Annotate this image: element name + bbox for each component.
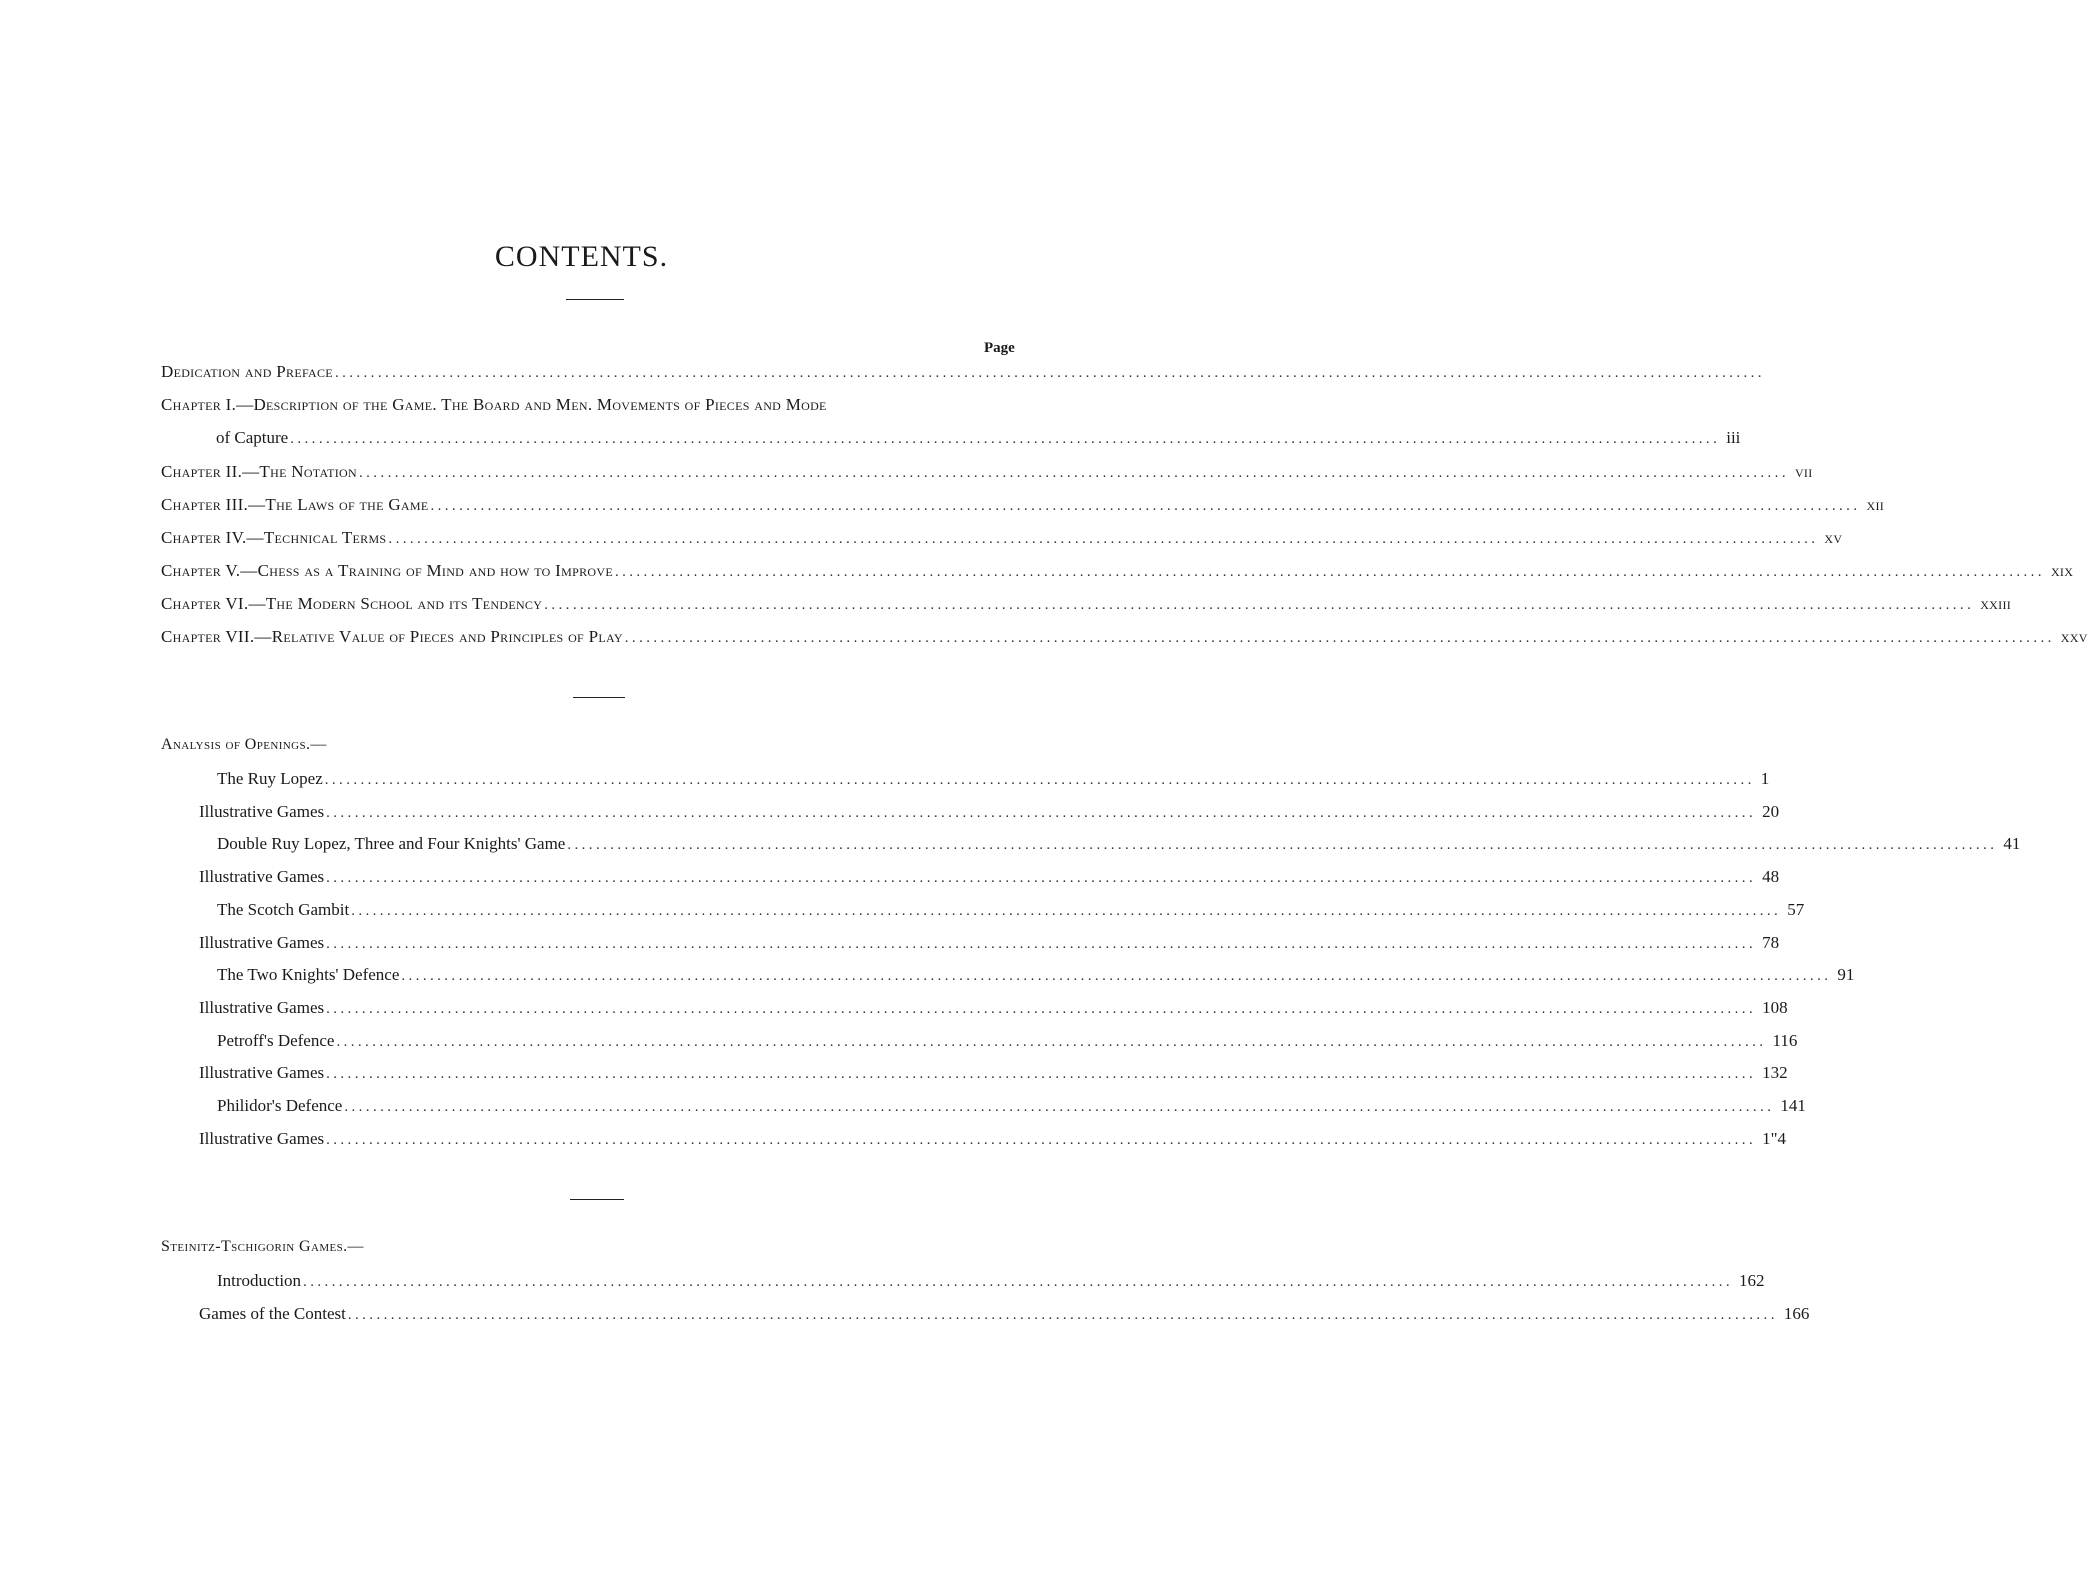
toc-entry-chapter-6	[161, 593, 2012, 616]
toc-entry-page: 132	[1762, 1063, 1788, 1082]
toc-entry-label: Philidor's Defence	[217, 1096, 343, 1115]
section-heading-analysis: Analysis of Openings.—	[161, 736, 327, 753]
dot-leader: ........................................................................................................................................................................................................	[324, 772, 1755, 788]
toc-entry-ruy-lopez	[217, 768, 1770, 791]
dot-leader: ........................................................................................................................................................................................................	[347, 1307, 1778, 1323]
toc-entry-page: 116	[1772, 1031, 1798, 1050]
toc-entry-chapter-1-line-1: Chapter I.—Description of the Game. The Board and Men. Movements of Pieces and Mode	[161, 395, 827, 414]
toc-entry-label: Chapter VI.—The Modern School and its Tendency	[161, 594, 543, 613]
dot-leader: ........................................................................................................................................................................................................	[326, 1132, 1757, 1148]
toc-entry-chapter-1	[216, 427, 1741, 450]
page-column-label: Page	[984, 340, 1015, 356]
toc-entry-page: 91	[1837, 965, 1855, 984]
toc-entry-two-knights-defence	[217, 964, 1855, 987]
dot-leader: ........................................................................................................................................................................................................	[624, 630, 2055, 646]
toc-entry-label: Illustrative Games	[199, 933, 325, 952]
toc-entry-label: The Scotch Gambit	[217, 900, 350, 919]
toc-entry-page: 57	[1787, 900, 1805, 919]
toc-entry-page: xix	[2050, 561, 2074, 580]
dot-leader: ........................................................................................................................................................................................................	[430, 498, 1861, 514]
toc-entry-page: 78	[1762, 933, 1780, 952]
toc-entry-page: 1"4	[1762, 1129, 1787, 1148]
toc-entry-page: 141	[1780, 1096, 1806, 1115]
toc-entry-page: 108	[1762, 998, 1788, 1017]
toc-entry-illustrative-games	[199, 997, 1788, 1020]
toc-entry-page: 48	[1762, 867, 1780, 886]
toc-entry-label: Games of the Contest	[199, 1304, 346, 1323]
toc-entry-page: 166	[1783, 1304, 1810, 1323]
section-rule	[570, 1199, 624, 1200]
toc-entry-label: Illustrative Games	[199, 998, 325, 1017]
toc-entry-chapter-3	[161, 494, 1885, 517]
toc-entry-label: Chapter II.—The Notation	[161, 462, 357, 481]
toc-entry-label: Chapter III.—The Laws of the Game	[161, 495, 429, 514]
toc-entry-label: of Capture	[216, 428, 289, 447]
dot-leader: ........................................................................................................................................................................................................	[326, 870, 1757, 886]
dot-leader: ........................................................................................................................................................................................................	[334, 365, 1765, 381]
title-rule	[566, 299, 624, 300]
toc-entry-illustrative-games	[199, 801, 1780, 824]
dot-leader: ........................................................................................................................................................................................................	[326, 936, 1757, 952]
dot-leader: ........................................................................................................................................................................................................	[303, 1274, 1734, 1290]
dot-leader: ........................................................................................................................................................................................................	[290, 431, 1721, 447]
dot-leader: ........................................................................................................................................................................................................	[544, 597, 1975, 613]
toc-entry-illustrative-games	[199, 866, 1780, 889]
toc-entry-label: Illustrative Games	[199, 1129, 325, 1148]
dot-leader: ........................................................................................................................................................................................................	[326, 1001, 1757, 1017]
toc-entry-chapter-2	[161, 461, 1813, 484]
toc-entry-page: xii	[1866, 495, 1885, 514]
toc-entry-label: Chapter V.—Chess as a Training of Mind and how to Improve	[161, 561, 613, 580]
page-title: CONTENTS.	[494, 240, 669, 273]
section-heading-steinitz-tschigorin: Steinitz-Tschigorin Games.—	[161, 1238, 364, 1255]
toc-entry-dedication	[161, 361, 1765, 384]
toc-entry-page: 1	[1760, 769, 1770, 788]
dot-leader: ........................................................................................................................................................................................................	[358, 465, 1789, 481]
toc-entry-label: Illustrative Games	[199, 867, 325, 886]
toc-entry-illustrative-games	[199, 932, 1780, 955]
toc-entry-page: 20	[1762, 802, 1780, 821]
toc-entry-label: Illustrative Games	[199, 1063, 325, 1082]
dot-leader: ........................................................................................................................................................................................................	[567, 837, 1998, 853]
toc-entry-chapter-4	[161, 527, 1843, 550]
toc-entry-page: vii	[1794, 462, 1813, 481]
toc-entry-chapter-5	[161, 560, 2074, 583]
toc-entry-philidors-defence	[217, 1095, 1806, 1118]
dot-leader: ........................................................................................................................................................................................................	[614, 564, 2045, 580]
toc-entry-page: 162	[1739, 1271, 1765, 1290]
toc-entry-page: xxv	[2060, 627, 2088, 646]
toc-entry-label: Petroff's Defence	[217, 1031, 335, 1050]
dot-leader: ........................................................................................................................................................................................................	[326, 805, 1757, 821]
toc-entry-scotch-gambit	[217, 899, 1805, 922]
toc-entry-double-ruy-lopez	[217, 833, 2021, 856]
toc-entry-games-of-the-contest	[199, 1303, 1810, 1326]
toc-entry-illustrative-games	[199, 1062, 1788, 1085]
toc-entry-label: Introduction	[217, 1271, 302, 1290]
toc-entry-page: xxiii	[1980, 594, 2012, 613]
dot-leader: ........................................................................................................................................................................................................	[351, 903, 1782, 919]
toc-entry-page: xv	[1824, 528, 1843, 547]
dot-leader: ........................................................................................................................................................................................................	[344, 1099, 1775, 1115]
toc-entry-label: Chapter IV.—Technical Terms	[161, 528, 387, 547]
dot-leader: ........................................................................................................................................................................................................	[336, 1034, 1767, 1050]
section-rule	[573, 697, 625, 698]
toc-entry-label: Dedication and Preface	[161, 362, 333, 381]
toc-entry-introduction	[217, 1270, 1765, 1293]
toc-entry-label: The Two Knights' Defence	[217, 965, 400, 984]
toc-entry-page: 41	[2003, 834, 2021, 853]
toc-entry-petroffs-defence	[217, 1030, 1798, 1053]
toc-entry-label: Chapter VII.—Relative Value of Pieces and Principles of Play	[161, 627, 623, 646]
toc-entry-label: Illustrative Games	[199, 802, 325, 821]
toc-entry-label: The Ruy Lopez	[217, 769, 323, 788]
toc-entry-illustrative-games	[199, 1128, 1787, 1151]
dot-leader: ........................................................................................................................................................................................................	[388, 531, 1819, 547]
toc-entry-chapter-7	[161, 626, 2088, 649]
toc-entry-label: Double Ruy Lopez, Three and Four Knights' Game	[217, 834, 566, 853]
toc-entry-page: iii	[1726, 428, 1741, 447]
dot-leader: ........................................................................................................................................................................................................	[326, 1066, 1757, 1082]
dot-leader: ........................................................................................................................................................................................................	[401, 968, 1832, 984]
